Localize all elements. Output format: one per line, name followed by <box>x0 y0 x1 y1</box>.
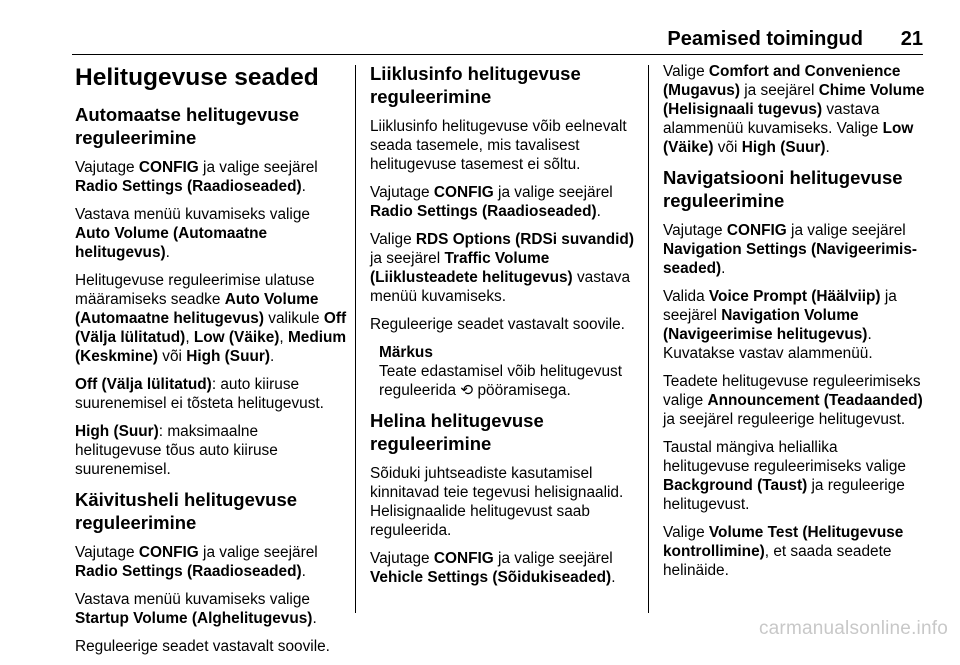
note-title: Märkus <box>379 344 433 361</box>
paragraph: High (Suur): maksimaalne helitugevuse tõus auto kiiruse suurenemisel. <box>75 423 278 478</box>
paragraph: Vajutage CONFIG ja valige seejärel Radio Settings (Raadioseaded). <box>75 159 318 195</box>
column-1 <box>75 62 347 665</box>
rotary-knob-icon: ⟲ <box>460 382 474 399</box>
paragraph: Valida Voice Prompt (Häälviip) ja seejärel Navigation Volume (Navigeerimise helitugevus). Kuvatakse vastav alammenüü. <box>663 288 897 362</box>
paragraph: Vajutage CONFIG ja valige seejärel Navigation Settings (Navigeerimis-seaded). <box>663 222 918 277</box>
paragraph: Valige Comfort and Convenience (Mugavus) ja seejärel Chime Volume (Helisignaali tugevus) vastava alammenüü kuvamiseks. Valige Low (Väike) või High (Suur). <box>663 63 925 156</box>
column-2 <box>370 62 636 596</box>
paragraph: Vajutage CONFIG ja valige seejärel Radio Settings (Raadioseaded). <box>370 184 613 220</box>
subsection-heading: Navigatsiooni helitugevuse reguleerimine <box>663 167 903 211</box>
section-heading: Helitugevuse seaded <box>75 64 319 91</box>
page-header <box>72 0 923 54</box>
paragraph: Vajutage CONFIG ja valige seejärel Vehicle Settings (Sõidukiseaded). <box>370 550 616 586</box>
column-divider <box>355 65 356 613</box>
paragraph: Valige Volume Test (Helitugevuse kontrollimine), et saada seadete helinäide. <box>663 524 904 579</box>
paragraph: Reguleerige seadet vastavalt soovile. <box>75 638 330 655</box>
subsection-heading: Käivitusheli helitugevuse reguleerimine <box>75 489 298 533</box>
paragraph: Helitugevuse reguleerimise ulatuse määramiseks seadke Auto Volume (Automaatne helitugevus) valikule Off (Välja lülitatud), Low (Väike), Medium (Keskmine) või High (Suur). <box>75 272 347 365</box>
column-3 <box>663 62 928 589</box>
running-header-title: Peamised toimingud <box>667 28 863 50</box>
paragraph: Vastava menüü kuvamiseks valige Auto Volume (Automaatne helitugevus). <box>75 206 310 261</box>
watermark: carmanualsonline.info <box>758 618 948 639</box>
paragraph: Liiklusinfo helitugevuse võib eelnevalt seada tasemele, mis tavalisest helitugevuse tasemest ei sõltu. <box>370 118 627 173</box>
column-divider <box>648 65 649 613</box>
page-number: 21 <box>900 28 923 50</box>
paragraph: Teadete helitugevuse reguleerimiseks valige Announcement (Teadaanded) ja seejärel reguleerige helitugevust. <box>663 373 923 428</box>
paragraph: Sõiduki juhtseadiste kasutamisel kinnitavad teie tegevusi helisignaalid. Helisignaalide helitugevust saab reguleerida. <box>370 465 624 539</box>
paragraph: Taustal mängiva heliallika helitugevuse reguleerimiseks valige Background (Taust) ja reguleerige helitugevust. <box>663 439 906 513</box>
header-rule <box>72 54 923 55</box>
paragraph: Vastava menüü kuvamiseks valige Startup Volume (Alghelitugevus). <box>75 591 317 627</box>
paragraph: Reguleerige seadet vastavalt soovile. <box>370 316 625 333</box>
paragraph: Vajutage CONFIG ja valige seejärel Radio Settings (Raadioseaded). <box>75 544 318 580</box>
subsection-heading: Helina helitugevuse reguleerimine <box>370 410 544 454</box>
subsection-heading: Liiklusinfo helitugevuse reguleerimine <box>370 63 581 107</box>
paragraph: Off (Välja lülitatud): auto kiiruse suurenemisel ei tõsteta helitugevust. <box>75 376 324 412</box>
paragraph: Valige RDS Options (RDSi suvandid) ja seejärel Traffic Volume (Liiklusteadete helitugevus) vastava menüü kuvamiseks. <box>370 231 634 305</box>
note-box: Märkus Teate edastamisel võib helitugevust reguleerida ⟲ pööramisega. <box>379 343 636 400</box>
subsection-heading: Automaatse helitugevuse reguleerimine <box>75 104 300 148</box>
